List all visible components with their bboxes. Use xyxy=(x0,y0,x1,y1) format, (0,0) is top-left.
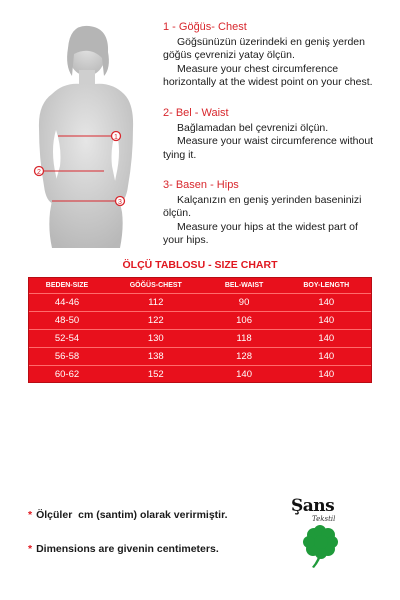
asterisk: * xyxy=(28,509,33,521)
cell-length: 140 xyxy=(282,366,371,384)
cell-chest: 138 xyxy=(105,348,207,366)
table-row xyxy=(29,330,371,348)
chest-heading: 1 - Göğüs- Chest xyxy=(163,21,247,33)
cell-size: 56-58 xyxy=(29,348,105,366)
hips-instructions xyxy=(163,179,395,248)
instruction-line: horizontally at the widest point on your chest. xyxy=(163,76,373,88)
column-header-size: BEDEN-SIZE xyxy=(45,282,89,289)
cell-waist: 140 xyxy=(207,366,282,384)
instruction-line: Göğsünüzün üzerindeki en geniş yerden xyxy=(177,35,365,48)
note-text: Ölçüler cm (santim) olarak verirmiştir. xyxy=(36,509,228,521)
chest-marker xyxy=(112,132,121,141)
size-chart-table xyxy=(28,277,372,383)
waist-marker xyxy=(35,167,44,176)
column-header-waist: BEL-WAIST xyxy=(224,282,264,289)
cell-chest: 130 xyxy=(105,330,207,348)
cell-waist: 118 xyxy=(207,330,282,348)
chest-instructions xyxy=(163,21,395,90)
waist-heading: 2- Bel - Waist xyxy=(163,107,229,119)
note-units-english xyxy=(28,543,219,555)
cell-length: 140 xyxy=(282,312,371,330)
instruction-line: your hips. xyxy=(163,234,209,246)
instruction-line: Kalçanızın en geniş yerinden baseninizi xyxy=(177,193,362,206)
cell-waist: 106 xyxy=(207,312,282,330)
size-chart-title: ÖLÇÜ TABLOSU - SIZE CHART xyxy=(122,259,278,271)
instruction-line: Measure your hips at the widest part of xyxy=(177,220,358,233)
table-row xyxy=(29,348,371,366)
instruction-line: tying it. xyxy=(163,148,197,161)
instruction-line: Measure your chest circumference xyxy=(177,62,339,75)
waist-instructions xyxy=(163,107,395,162)
cell-waist: 128 xyxy=(207,348,282,366)
hips-marker xyxy=(116,197,125,206)
table-row xyxy=(29,312,371,330)
table-header-row xyxy=(29,278,371,294)
instruction-line: Measure your waist circumference without xyxy=(177,135,374,147)
table-row xyxy=(29,366,371,384)
brand-name: Şans xyxy=(291,496,335,516)
cell-length: 140 xyxy=(282,330,371,348)
cell-length: 140 xyxy=(282,294,371,312)
cell-size: 60-62 xyxy=(29,366,105,384)
asterisk: * xyxy=(28,543,33,555)
body-silhouette-illustration xyxy=(12,18,152,248)
svg-text:2: 2 xyxy=(37,168,41,176)
brand-logo xyxy=(285,496,355,576)
note-units-turkish xyxy=(28,509,228,521)
brand-subtitle: Tekstil xyxy=(312,515,336,523)
svg-text:1: 1 xyxy=(114,133,118,141)
cell-size: 52-54 xyxy=(29,330,105,348)
cell-size: 44-46 xyxy=(29,294,105,312)
four-leaf-clover-icon xyxy=(301,524,341,568)
instruction-line: Bağlamadan bel çevrenizi ölçün. xyxy=(177,121,329,134)
cell-length: 140 xyxy=(282,348,371,366)
column-header-length: BOY-LENGTH xyxy=(303,282,350,289)
cell-chest: 152 xyxy=(105,366,207,384)
cell-size: 48-50 xyxy=(29,312,105,330)
hips-heading: 3- Basen - Hips xyxy=(163,179,239,191)
column-header-chest: GÖĞÜS-CHEST xyxy=(129,282,182,289)
table-row xyxy=(29,294,371,312)
instruction-line: ölçün. xyxy=(163,207,192,219)
instruction-line: göğüs çevrenizi yatay ölçün. xyxy=(163,49,295,61)
cell-waist: 90 xyxy=(207,294,282,312)
silhouette-neck xyxy=(79,70,95,86)
cell-chest: 122 xyxy=(105,312,207,330)
cell-chest: 112 xyxy=(105,294,207,312)
svg-text:3: 3 xyxy=(118,198,122,206)
note-text: Dimensions are givenin centimeters. xyxy=(36,543,219,555)
silhouette-torso xyxy=(39,84,133,248)
